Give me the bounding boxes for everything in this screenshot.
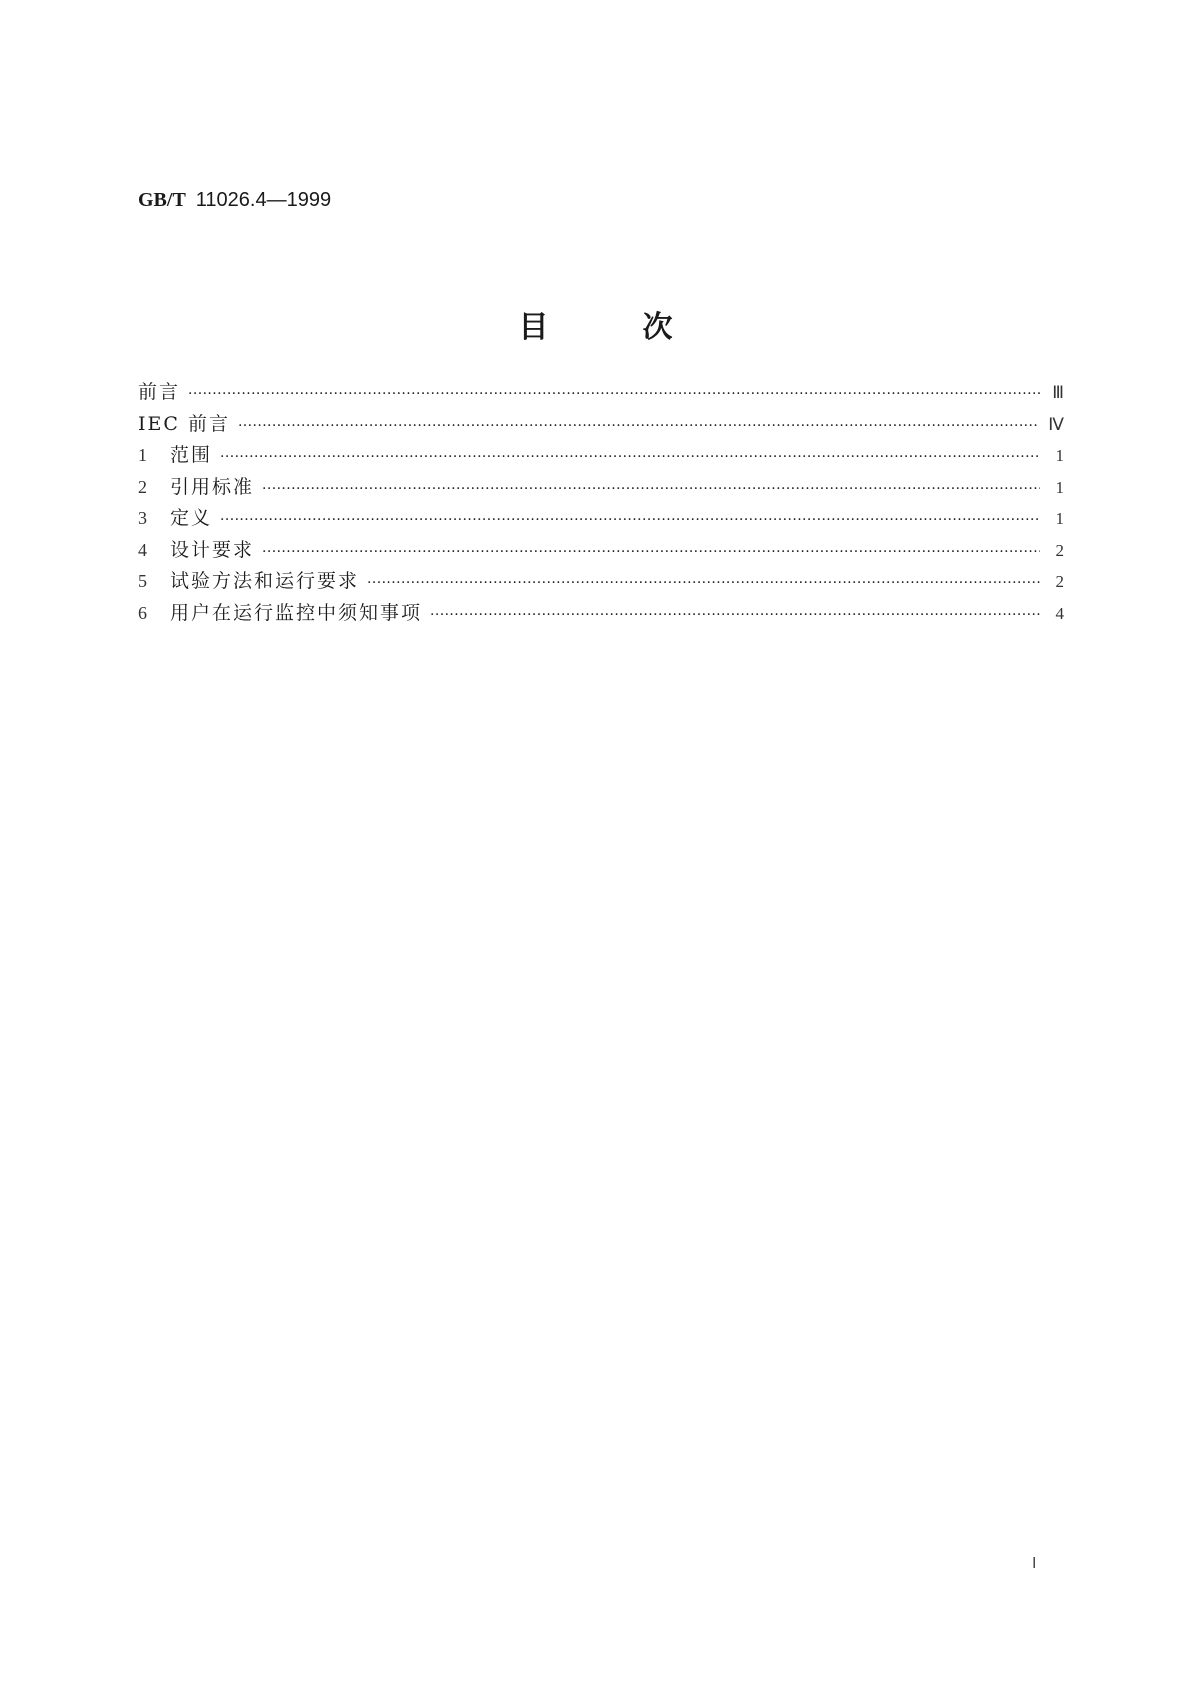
standard-number: 11026.4—1999: [195, 189, 332, 211]
toc-entry-page: 1: [1055, 509, 1064, 528]
toc-leader-dots: [262, 537, 1040, 569]
toc-entry-number: 3: [138, 508, 147, 528]
toc-entry-page: 2: [1055, 540, 1064, 560]
toc-entry-5[interactable]: [138, 566, 1064, 598]
toc-entry-number: 1: [138, 445, 147, 465]
toc-leader-dots: [430, 600, 1040, 632]
toc-entry-number: 5: [138, 571, 147, 591]
toc-title-char-1: 目: [518, 310, 549, 345]
toc-entry-number: 6: [138, 602, 147, 623]
toc-entry-number: 2: [138, 476, 147, 497]
standard-code: [138, 188, 331, 212]
toc-entry-page: 2: [1055, 572, 1064, 591]
page-number: Ⅰ: [1032, 1556, 1037, 1572]
toc-leader-dots: [262, 474, 1040, 506]
toc-entry-1[interactable]: [138, 440, 1064, 472]
toc-entry-label: 范围: [170, 444, 213, 466]
toc-title: [0, 310, 1191, 346]
toc-entry-2[interactable]: [138, 472, 1064, 504]
toc-entry-label: 引用标准: [170, 475, 255, 498]
toc-entry-page: 4: [1055, 603, 1064, 623]
toc-title-char-2: 次: [642, 310, 673, 345]
toc-leader-dots: [188, 379, 1040, 411]
toc-entry-preface[interactable]: [138, 377, 1064, 409]
toc-leader-dots: [238, 411, 1038, 443]
toc-entry-label: IEC 前言: [138, 412, 230, 435]
toc-leader-dots: [220, 442, 1040, 474]
toc-entry-3[interactable]: [138, 503, 1064, 535]
toc-entry-label: 设计要求: [170, 538, 255, 561]
toc-entry-page: 1: [1055, 446, 1064, 465]
toc-entry-4[interactable]: [138, 535, 1064, 567]
toc-entry-page: Ⅳ: [1048, 414, 1064, 434]
toc-entry-page: Ⅲ: [1052, 383, 1064, 402]
toc-entry-iec-preface[interactable]: [138, 409, 1064, 441]
toc-entry-label: 定义: [170, 507, 213, 529]
toc-entry-label: 用户在运行监控中须知事项: [170, 601, 423, 624]
toc-leader-dots: [367, 568, 1040, 600]
toc-entry-6[interactable]: [138, 598, 1064, 630]
toc-leader-dots: [220, 505, 1040, 537]
standard-prefix: GB/T: [138, 189, 186, 211]
toc-entry-label: 试验方法和运行要求: [170, 570, 360, 592]
toc-list: [138, 377, 1064, 629]
toc-entry-number: 4: [138, 539, 147, 560]
toc-entry-page: 1: [1055, 477, 1064, 497]
toc-entry-label: 前言: [138, 381, 181, 403]
